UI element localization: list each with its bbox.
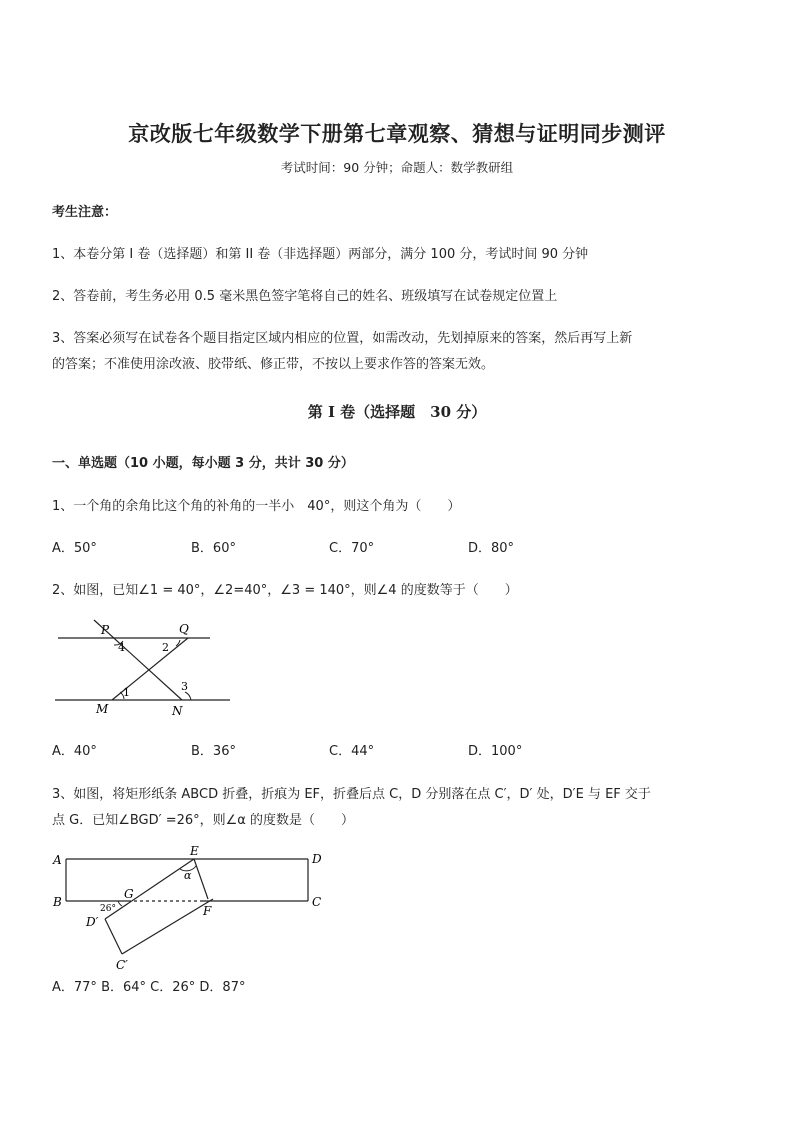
label-a: A: [53, 853, 62, 867]
label-d: D: [312, 852, 322, 866]
q1-option-c: C．70°: [329, 541, 375, 556]
angle-label-3: 3: [181, 680, 188, 693]
label-g: G: [124, 887, 134, 901]
label-e: E: [190, 844, 199, 858]
notice-item-1: 1、本卷分第 I 卷（选择题）和第 II 卷（非选择题）两部分，满分 100 分，考试时间 90 分钟: [52, 247, 589, 262]
question-1-stem: 1、一个角的余角比这个角的补角的一半小 40°，则这个角为（ ）: [52, 499, 461, 514]
label-d-prime: D′: [86, 915, 99, 929]
angle-label-4: 4: [118, 641, 125, 654]
label-m: M: [96, 702, 109, 716]
notice-heading: 考生注意：: [52, 205, 118, 220]
label-c-prime: C′: [116, 958, 128, 972]
q2-option-c: C．44°: [329, 744, 375, 759]
label-p: P: [101, 623, 110, 637]
label-c: C: [312, 895, 322, 909]
q2-option-d: D．100°: [468, 744, 523, 759]
angle-label-1: 1: [123, 686, 130, 699]
notice-item-2: 2、答卷前，考生务必用 0.5 毫米黑色签字笔将自己的姓名、班级填写在试卷规定位置上: [52, 289, 558, 304]
q3-options: A．77° B．64° C．26° D．87°: [52, 980, 246, 995]
q1-option-b: B．60°: [191, 541, 236, 556]
question-2-stem: 2、如图，已知∠1 = 40°，∠2=40°，∠3 = 140°，则∠4 的度数等于（ ）: [52, 583, 518, 598]
part-heading: 一、单选题（10 小题，每小题 3 分，共计 30 分）: [52, 456, 354, 471]
q1-option-a: A．50°: [52, 541, 97, 556]
angle-label-2: 2: [162, 641, 169, 654]
question-3-stem-line-1: 3、如图，将矩形纸条 ABCD 折叠，折痕为 EF，折叠后点 C，D 分别落在点 C′，D′ 处，D′E 与 EF 交于: [52, 787, 651, 802]
label-n: N: [172, 704, 183, 718]
q2-option-a: A．40°: [52, 744, 97, 759]
notice-item-3-line-2: 的答案；不准使用涂改液、胶带纸、修正带，不按以上要求作答的答案无效。: [52, 357, 495, 372]
q1-option-d: D．80°: [468, 541, 515, 556]
label-angle-26: 26°: [100, 904, 116, 914]
label-alpha: α: [184, 869, 192, 882]
q3-figure: [50, 842, 340, 974]
exam-info: 考试时间：90 分钟；命题人：数学教研组: [280, 160, 514, 175]
label-q: Q: [179, 622, 189, 636]
label-b: B: [53, 895, 62, 909]
question-3-stem-line-2: 点 G．已知∠BGD′ =26°，则∠α 的度数是（ ）: [52, 813, 355, 828]
q2-figure: [50, 612, 240, 720]
notice-item-3-line-1: 3、答案必须写在试卷各个题目指定区域内相应的位置，如需改动，先划掉原来的答案，然后再写上新: [52, 331, 633, 346]
page-title: 京改版七年级数学下册第七章观察、猜想与证明同步测评: [128, 121, 666, 146]
section-title: 第 I 卷（选择题 30 分）: [307, 403, 487, 421]
label-f: F: [203, 904, 212, 918]
q2-option-b: B．36°: [191, 744, 236, 759]
